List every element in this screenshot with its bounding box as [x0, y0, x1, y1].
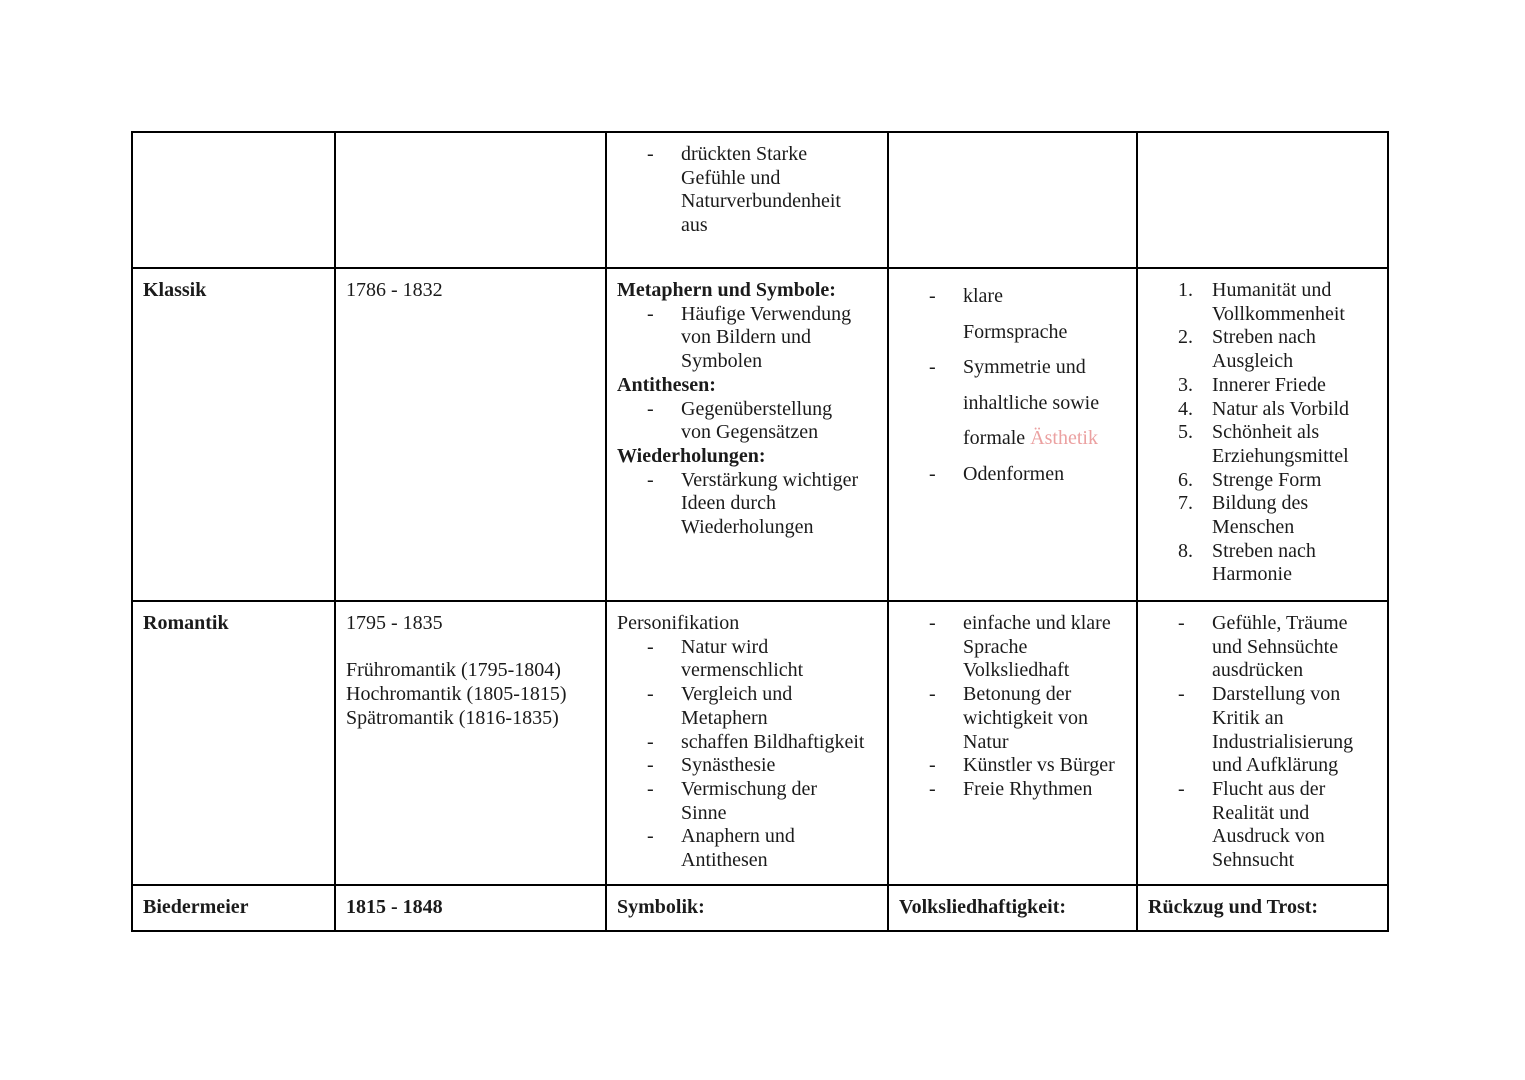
text-run: von Gegensätzen [681, 421, 819, 444]
dash-list-item [1148, 612, 1377, 683]
text-run: und Aufklärung [1212, 754, 1339, 777]
list-item-text [681, 398, 832, 444]
number-marker: 2. [1178, 326, 1193, 349]
list-item-text [681, 731, 864, 753]
text-run: Wiederholungen [681, 516, 814, 539]
text-run: Freie Rhythmen [963, 777, 1093, 800]
dash-list-item [617, 778, 877, 825]
dash-marker: - [647, 825, 654, 848]
dash-list-item [1148, 683, 1377, 778]
paragraph-text [617, 612, 877, 636]
number-marker: 1. [1178, 279, 1193, 301]
epochs-table [131, 131, 1389, 932]
text-run: Kritik an [1212, 706, 1284, 729]
list-item-text [963, 285, 1067, 343]
text-run: Natur [963, 730, 1009, 753]
text-run: Biedermeier [143, 896, 249, 918]
text-run: Formsprache [963, 320, 1068, 343]
dash-list-item [899, 778, 1126, 802]
text-run: inhaltliche sowie [963, 391, 1100, 414]
list-item-text [1212, 778, 1325, 871]
number-marker: 6. [1178, 468, 1193, 491]
number-marker: 7. [1178, 492, 1193, 515]
list-item-text [963, 356, 1099, 449]
cell-partial-language [888, 132, 1137, 268]
heading-text [617, 374, 877, 398]
blank-line [346, 636, 595, 660]
dash-marker: - [1178, 683, 1185, 706]
cell-partial-themes [1137, 132, 1388, 268]
list-item-text [681, 754, 775, 776]
text-run: Vergleich und [681, 683, 793, 706]
list-item-text [1212, 612, 1348, 681]
cell-romantik-themes [1137, 601, 1388, 885]
numbered-list-item [1148, 326, 1377, 373]
list-item-text [1212, 374, 1326, 396]
dash-list-item [899, 754, 1126, 778]
text-run: Erziehungsmittel [1212, 444, 1349, 467]
numbered-list-item [1148, 421, 1377, 468]
list-item-text [681, 303, 851, 372]
dash-marker: - [647, 143, 654, 165]
text-run: drückten Starke [681, 143, 808, 165]
text-run: Darstellung von [1212, 683, 1341, 706]
paragraph-text [346, 683, 595, 707]
list-item-text [1212, 540, 1316, 586]
text-run: Spätromantik (1816-1835) [346, 706, 559, 729]
dash-marker: - [929, 356, 936, 378]
text-run: vermenschlicht [681, 659, 804, 682]
text-run: aus [681, 214, 708, 237]
table-body [132, 132, 1388, 931]
text-run: 1815 - 1848 [346, 896, 443, 918]
list-item-text [1212, 398, 1349, 420]
text-run: Sinne [681, 801, 727, 824]
cell-biedermeier-language [888, 885, 1137, 931]
text-run: von Bildern und [681, 326, 811, 349]
cell-romantik-devices [606, 601, 888, 885]
text-run: Symmetrie und [963, 356, 1086, 378]
text-run: Ausdruck von [1212, 825, 1325, 848]
table-row-partial [132, 132, 1388, 268]
heading-text [143, 612, 324, 636]
cell-biedermeier-epoch [132, 885, 335, 931]
text-run: einfache und klare [963, 612, 1111, 634]
dash-list-item [617, 303, 877, 374]
text-run: Gefühle, Träume [1212, 612, 1348, 634]
dash-list-item [899, 683, 1126, 754]
text-run: Rückzug und Trost: [1148, 896, 1319, 918]
heading-text [617, 896, 877, 920]
text-run: 1786 - 1832 [346, 279, 443, 301]
cell-klassik-language [888, 268, 1137, 601]
dash-marker: - [1178, 777, 1185, 800]
dash-marker: - [647, 397, 654, 420]
list-item-text [681, 469, 858, 538]
text-run: Humanität und [1212, 279, 1332, 301]
cell-klassik-themes [1137, 268, 1388, 601]
table-row-klassik [132, 268, 1388, 601]
dash-marker: - [647, 468, 654, 491]
text-run: klare [963, 285, 1003, 307]
cell-partial-epoch [132, 132, 335, 268]
dash-marker: - [647, 777, 654, 800]
heading-text [143, 896, 324, 920]
dash-list-item [617, 825, 877, 872]
paragraph-text [346, 612, 595, 636]
text-run: wichtigkeit von [963, 706, 1088, 729]
heading-text [143, 279, 324, 303]
list-item-text [1212, 683, 1353, 776]
text-run: Häufige Verwendung [681, 302, 852, 325]
text-run: Ideen durch [681, 492, 776, 515]
text-run: Frühromantik (1795-1804) [346, 659, 561, 682]
number-marker: 4. [1178, 397, 1193, 420]
text-run: Realität und [1212, 801, 1310, 824]
text-run: Symbolik: [617, 896, 705, 918]
list-item-text [1212, 421, 1349, 467]
dash-list-item [899, 279, 1126, 350]
text-run: Ausgleich [1212, 350, 1294, 373]
dash-marker: - [647, 635, 654, 658]
cell-klassik-devices [606, 268, 888, 601]
heading-text [617, 445, 877, 469]
cell-partial-period [335, 132, 606, 268]
heading-text [346, 896, 595, 920]
text-run: Klassik [143, 279, 207, 301]
text-run: Metaphern [681, 706, 768, 729]
text-run: Antithesen: [617, 373, 716, 396]
dash-marker: - [647, 754, 654, 777]
list-item-text [963, 463, 1064, 485]
dash-list-item [899, 350, 1126, 457]
text-run: Harmonie [1212, 563, 1292, 586]
list-item-text [681, 683, 792, 729]
text-run: Streben nach [1212, 539, 1316, 562]
text-run: Antithesen [681, 849, 768, 872]
text-run: Naturverbundenheit [681, 190, 841, 213]
text-run: Symbolen [681, 350, 763, 373]
dash-list-item [617, 636, 877, 683]
dash-marker: - [929, 285, 936, 307]
dash-list-item [899, 612, 1126, 683]
numbered-list-item [1148, 398, 1377, 422]
dash-marker: - [1178, 612, 1185, 634]
text-run: Personifikation [617, 612, 740, 634]
dash-marker: - [647, 683, 654, 706]
paragraph-text [346, 279, 595, 303]
list-item-text [681, 825, 795, 871]
numbered-list-item [1148, 540, 1377, 587]
number-marker: 3. [1178, 373, 1193, 396]
numbered-list-item [1148, 469, 1377, 493]
text-run: Verstärkung wichtiger [681, 468, 859, 491]
dash-list-item [617, 731, 877, 755]
paragraph-text [346, 707, 595, 731]
dash-marker: - [929, 683, 936, 706]
dash-list-item [617, 469, 877, 540]
list-item-text [681, 778, 817, 824]
text-run: formale [963, 427, 1031, 449]
text-run: Synästhesie [681, 754, 776, 777]
text-run: und Sehnsüchte [1212, 635, 1339, 658]
text-run: ausdrücken [1212, 659, 1304, 682]
text-run: Industrialisierung [1212, 730, 1354, 753]
list-item-text [963, 683, 1088, 752]
text-run: Menschen [1212, 516, 1295, 539]
cell-romantik-period [335, 601, 606, 885]
text-run: Romantik [143, 612, 229, 634]
dash-list-item [899, 457, 1126, 493]
table-row-romantik [132, 601, 1388, 885]
list-item-text [681, 143, 841, 236]
text-run: Künstler vs Bürger [963, 754, 1115, 777]
text-run: Bildung des [1212, 492, 1309, 515]
cell-klassik-epoch [132, 268, 335, 601]
paragraph-text [346, 659, 595, 683]
table-row-biedermeier [132, 885, 1388, 931]
heading-text [1148, 896, 1377, 920]
list-item-text [963, 754, 1115, 776]
dash-marker: - [647, 730, 654, 753]
text-run: Volksliedhaftigkeit: [899, 896, 1067, 918]
dash-list-item [617, 398, 877, 445]
dash-marker: - [647, 302, 654, 325]
dash-marker: - [929, 777, 936, 800]
text-run: Sprache [963, 635, 1028, 658]
text-run: Anaphern und [681, 825, 795, 848]
cell-partial-devices [606, 132, 888, 268]
text-run: Metaphern und Symbole: [617, 279, 836, 301]
text-run: Innerer Friede [1212, 373, 1326, 396]
text-run: Vollkommenheit [1212, 302, 1345, 325]
dash-list-item [617, 683, 877, 730]
text-run: Natur wird [681, 635, 769, 658]
number-marker: 5. [1178, 421, 1193, 444]
heading-text [617, 279, 877, 303]
text-run: Schönheit als [1212, 421, 1320, 444]
text-run: Natur als Vorbild [1212, 397, 1350, 420]
dash-list-item [617, 754, 877, 778]
text-run: Betonung der [963, 683, 1072, 706]
number-marker: 8. [1178, 539, 1193, 562]
text-run: Flucht aus der [1212, 777, 1326, 800]
cell-romantik-epoch [132, 601, 335, 885]
dash-marker: - [929, 462, 936, 485]
list-item-text [681, 636, 803, 682]
cell-biedermeier-devices [606, 885, 888, 931]
list-item-text [1212, 469, 1321, 491]
numbered-list-item [1148, 279, 1377, 326]
text-run: Odenformen [963, 462, 1065, 485]
dash-list-item [617, 143, 877, 238]
list-item-text [963, 778, 1092, 800]
numbered-list-item [1148, 374, 1377, 398]
heading-text [899, 896, 1126, 920]
text-run: 1795 - 1835 [346, 612, 443, 634]
text-run: Volksliedhaft [963, 659, 1070, 682]
text-run: Gefühle und [681, 166, 781, 189]
dash-list-item [1148, 778, 1377, 873]
numbered-list-item [1148, 492, 1377, 539]
cell-klassik-period [335, 268, 606, 601]
dash-marker: - [929, 754, 936, 777]
text-run: Wiederholungen: [617, 444, 766, 467]
text-run: Hochromantik (1805-1815) [346, 683, 567, 706]
text-run: Streben nach [1212, 326, 1316, 349]
text-run: Sehnsucht [1212, 849, 1295, 872]
text-run: Strenge Form [1212, 468, 1322, 491]
dash-marker: - [929, 612, 936, 634]
cell-biedermeier-period [335, 885, 606, 931]
text-run: Vermischung der [681, 777, 818, 800]
cell-romantik-language [888, 601, 1137, 885]
list-item-text [1212, 492, 1308, 538]
cell-biedermeier-themes [1137, 885, 1388, 931]
list-item-text [1212, 279, 1345, 325]
text-run: Gegenüberstellung [681, 397, 833, 420]
list-item-text [963, 612, 1111, 681]
text-run: schaffen Bildhaftigkeit [681, 730, 865, 753]
list-item-text [1212, 326, 1316, 372]
highlighted-word: Ästhetik [1030, 427, 1098, 449]
